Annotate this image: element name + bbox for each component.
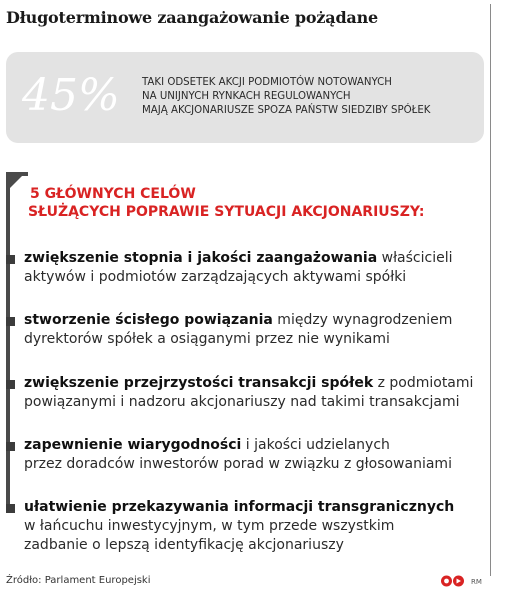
goal-text: [24, 249, 484, 287]
square-bullet-icon: [6, 255, 15, 264]
goal-bold: zapewnienie wiarygodności: [24, 437, 242, 453]
stat-percent: 45%: [22, 70, 120, 121]
goal-line: [24, 436, 484, 455]
stat-line: TAKI ODSETEK AKCJI PODMIOTÓW NOTOWANYCH: [142, 77, 392, 88]
goal-bold: zwiększenie stopnia i jakości zaangażowania: [24, 250, 378, 266]
goals-heading: [28, 185, 424, 221]
goal-line: [24, 311, 484, 330]
stat-box: [6, 52, 484, 143]
goal-rest: między wynagrodzeniem: [272, 312, 453, 328]
footer-mark: RM: [471, 578, 482, 586]
goal-rest: właścicieli: [377, 250, 453, 266]
goal-text: [24, 311, 484, 349]
stat-line: MAJĄ AKCJONARIUSZE SPOZA PAŃSTW SIEDZIBY SPÓŁEK: [142, 105, 431, 116]
stat-description: [142, 76, 478, 118]
goal-line: dyrektorów spółek a osiąganymi przez nie wynikami: [24, 331, 390, 347]
goal-bold: zwiększenie przejrzystości transakcji spółek: [24, 375, 374, 391]
goal-line: w łańcuchu inwestycyjnym, w tym przede wszystkim: [24, 518, 395, 534]
goal-line: aktywów i podmiotów zarządzających aktywami spółki: [24, 269, 407, 285]
publisher-logo-icon: [440, 574, 468, 588]
goal-rest: z podmiotami: [373, 375, 474, 391]
section-bar: [6, 172, 10, 512]
stat-line: NA UNIJNYCH RYNKACH REGULOWANYCH: [142, 91, 351, 102]
goal-line: [24, 498, 484, 517]
source-note: Źródło: Parlament Europejski: [6, 575, 151, 586]
goals-heading-line: SŁUŻĄCYCH POPRAWIE SYTUACJI AKCJONARIUSZY:: [28, 204, 425, 220]
goal-rest: i jakości udzielanych: [241, 437, 390, 453]
goal-line: przez doradców inwestorów porad w związku z głosowaniami: [24, 456, 452, 472]
goal-text: [24, 436, 484, 474]
goal-line: zadbanie o lepszą identyfikację akcjonariuszy: [24, 537, 344, 553]
square-bullet-icon: [6, 504, 15, 513]
square-bullet-icon: [6, 380, 15, 389]
goal-text: [24, 498, 484, 555]
goal-bold: ułatwienie przekazywania informacji transgranicznych: [24, 499, 455, 515]
goal-line: [24, 374, 484, 393]
square-bullet-icon: [6, 442, 15, 451]
goal-line: powiązanymi i nadzoru akcjonariuszy nad takimi transakcjami: [24, 394, 460, 410]
goal-line: [24, 249, 484, 268]
right-border-line: [490, 4, 491, 576]
square-bullet-icon: [6, 317, 15, 326]
goals-heading-line: 5 GŁÓWNYCH CELÓW: [30, 186, 196, 202]
goal-text: [24, 374, 484, 412]
section-corner-triangle: [6, 176, 22, 192]
goal-bold: stworzenie ścisłego powiązania: [24, 312, 273, 328]
page-title: Długoterminowe zaangażowanie pożądane: [6, 8, 379, 27]
